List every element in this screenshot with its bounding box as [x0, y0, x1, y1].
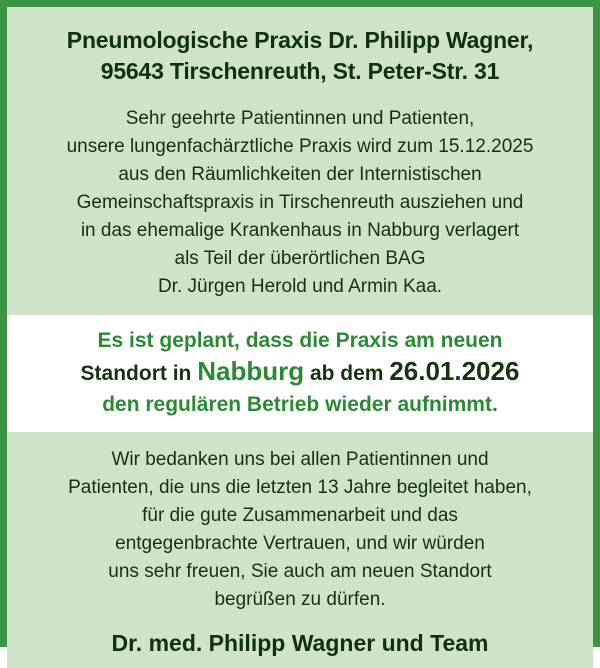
practice-address-line-2: 95643 Tirschenreuth, St. Peter-Str. 31: [100, 58, 500, 84]
practice-name-line-1: Pneumologische Praxis Dr. Philipp Wagner,: [66, 27, 534, 53]
intro-paragraph: [7, 93, 593, 315]
closing-line: Patienten, die uns die letzten 13 Jahre begleitet haben,: [68, 477, 532, 498]
highlight-standort-text: Standort in: [80, 362, 198, 385]
intro-line: Sehr geehrte Patientinnen und Patienten,: [125, 108, 475, 129]
closing-line: uns sehr freuen, Sie auch am neuen Standort: [108, 561, 492, 582]
highlight-city: Nabburg: [197, 356, 305, 386]
intro-line: aus den Räumlichkeiten der Internistischen: [118, 164, 482, 185]
intro-line: als Teil der überörtlichen BAG: [174, 248, 426, 269]
intro-line: in das ehemalige Krankenhaus in Nabburg verlagert: [80, 220, 520, 241]
highlight-line-1: Es ist geplant, dass die Praxis am neuen: [97, 329, 503, 352]
intro-line: unsere lungenfachärztliche Praxis wird zum 15.12.2025: [66, 136, 534, 157]
highlight-abdem-text: ab dem: [304, 362, 390, 385]
signature-line: Dr. med. Philipp Wagner und Team: [7, 614, 593, 668]
intro-line: Dr. Jürgen Herold und Armin Kaa.: [157, 276, 443, 297]
intro-line: Gemeinschaftspraxis in Tirschenreuth ausziehen und: [76, 192, 524, 213]
highlight-date: 26.01.2026: [389, 356, 520, 386]
highlight-line-2: [19, 356, 581, 389]
highlight-line-3: den regulären Betrieb wieder aufnimmt.: [102, 393, 498, 416]
closing-paragraph: [7, 432, 593, 614]
closing-line: entgegenbrachte Vertrauen, und wir würden: [115, 533, 485, 554]
closing-line: für die gute Zusammenarbeit und das: [142, 505, 458, 526]
notice-header: [7, 7, 593, 93]
highlight-box: [7, 315, 593, 432]
closing-line: Wir bedanken uns bei allen Patientinnen und: [111, 449, 489, 470]
closing-line: begrüßen zu dürfen.: [214, 589, 386, 610]
